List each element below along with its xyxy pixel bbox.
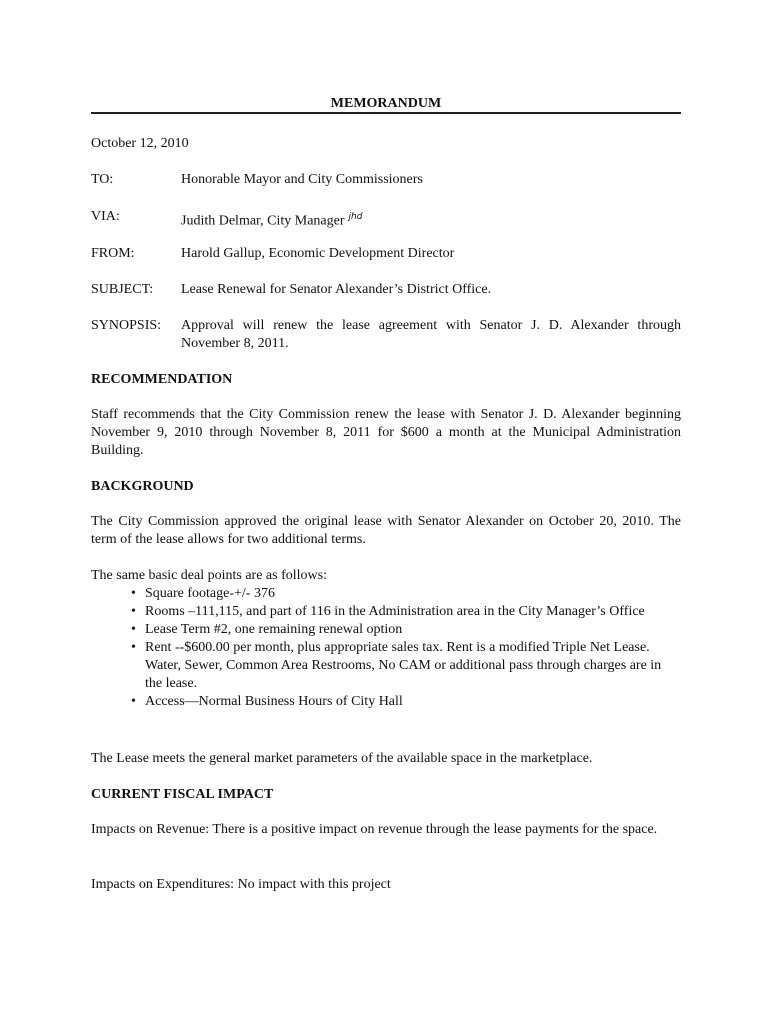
bullet-icon: • <box>131 586 136 601</box>
via-value-wrap <box>181 208 681 231</box>
background-closing: The Lease meets the general market parameters of the available space in the marketplace. <box>91 751 593 766</box>
revenue-impact: Impacts on Revenue: There is a positive impact on revenue through the lease payments for the space. <box>91 822 658 837</box>
list-item-text: Lease Term #2, one remaining renewal option <box>145 622 403 637</box>
via-value: Judith Delmar, City Manager <box>181 213 345 229</box>
fiscal-impact-heading: CURRENT FISCAL IMPACT <box>91 787 274 802</box>
title-divider <box>91 112 681 114</box>
bullet-icon: • <box>131 622 136 637</box>
synopsis-value: Approval will renew the lease agreement with Senator J. D. Alexander through November 8, 2011. <box>181 318 681 351</box>
memo-title: MEMORANDUM <box>330 96 442 111</box>
recommendation-heading: RECOMMENDATION <box>91 372 233 387</box>
list-item <box>91 603 681 621</box>
from-label: FROM: <box>91 246 135 261</box>
via-initials-signature: jhd <box>348 212 363 222</box>
bullet-icon: • <box>131 640 136 655</box>
expenditures-impact: Impacts on Expenditures: No impact with this project <box>91 877 391 892</box>
list-item-text: Square footage-+/- 376 <box>145 586 275 601</box>
synopsis-label: SYNOPSIS: <box>91 318 162 333</box>
from-value: Harold Gallup, Economic Development Director <box>181 246 455 261</box>
bullet-icon: • <box>131 694 136 709</box>
subject-label: SUBJECT: <box>91 282 154 297</box>
deal-points-list <box>91 585 681 711</box>
recommendation-text: Staff recommends that the City Commission renew the lease with Senator J. D. Alexander beginning November 9, 2010 through November 8, 2011 for $600 a month at the Municipal Administration Building. <box>91 407 681 458</box>
via-label: VIA: <box>91 209 120 224</box>
bullet-icon: • <box>131 604 136 619</box>
list-item <box>91 693 681 711</box>
background-paragraph: The City Commission approved the original lease with Senator Alexander on October 20, 2010. The term of the lease allows for two additional terms. <box>91 514 681 547</box>
list-item <box>91 639 681 693</box>
subject-value: Lease Renewal for Senator Alexander’s District Office. <box>181 282 492 297</box>
memo-date: October 12, 2010 <box>91 136 189 151</box>
list-item <box>91 585 681 603</box>
memo-page <box>91 0 681 1024</box>
list-item <box>91 621 681 639</box>
to-value: Honorable Mayor and City Commissioners <box>181 172 423 187</box>
list-item-text: Rent --$600.00 per month, plus appropriate sales tax. Rent is a modified Triple Net Lease. Water, Sewer, Common Area Restrooms, No CAM or additional pass through charges are in the lease. <box>145 640 662 691</box>
deal-points-intro: The same basic deal points are as follows: <box>91 568 327 583</box>
list-item-text: Rooms –111,115, and part of 116 in the Administration area in the City Manager’s Office <box>145 604 645 619</box>
list-item-text: Access—Normal Business Hours of City Hall <box>145 694 403 709</box>
background-heading: BACKGROUND <box>91 479 194 494</box>
to-label: TO: <box>91 172 114 187</box>
